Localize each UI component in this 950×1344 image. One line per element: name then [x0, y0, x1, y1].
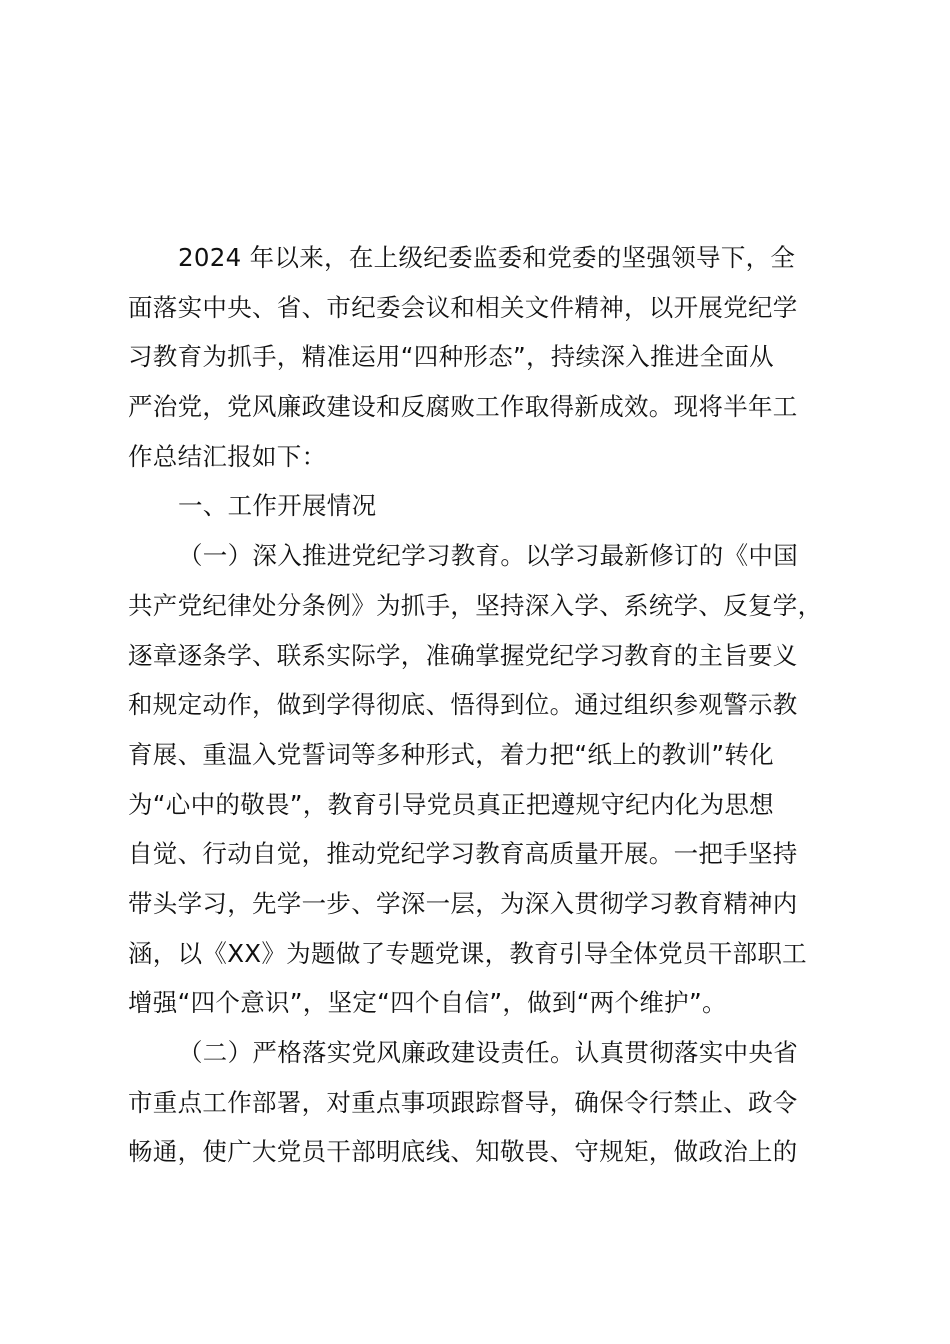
- paragraph-one-line: 涵，以《XX》为题做了专题党课，教育引导全体党员干部职工: [128, 938, 807, 968]
- paragraph-two-line: 市重点工作部署，对重点事项跟踪督导，确保令行禁止、政令: [128, 1087, 798, 1117]
- paragraph-one-line: 增强“四个意识”，坚定“四个自信”，做到“两个维护”。: [128, 988, 727, 1018]
- paragraph-two-line: 畅通，使广大党员干部明底线、知敬畏、守规矩，做政治上的: [128, 1137, 798, 1167]
- section-heading: 一、工作开展情况: [178, 491, 377, 521]
- paragraph-intro-line: 习教育为抓手，精准运用“四种形态”，持续深入推进全面从: [128, 342, 774, 372]
- paragraph-one-line: 育展、重温入党誓词等多种形式，着力把“纸上的教训”转化: [128, 739, 774, 769]
- paragraph-one-line: 自觉、行动自觉，推动党纪学习教育高质量开展。一把手坚持: [128, 839, 798, 869]
- paragraph-one-line: 和规定动作，做到学得彻底、悟得到位。通过组织参观警示教: [128, 690, 798, 720]
- paragraph-one-line: （一）深入推进党纪学习教育。以学习最新修订的《中国: [178, 541, 798, 571]
- paragraph-intro-line: 作总结汇报如下：: [128, 441, 327, 471]
- paragraph-intro-line: 严治党，党风廉政建设和反腐败工作取得新成效。现将半年工: [128, 392, 798, 422]
- paragraph-one-line: 共产党纪律处分条例》为抓手，坚持深入学、系统学、反复学，: [128, 590, 823, 620]
- paragraph-intro-line: 面落实中央、省、市纪委会议和相关文件精神，以开展党纪学: [128, 292, 798, 322]
- document-body: [128, 233, 833, 1177]
- paragraph-intro-line: 2024 年以来，在上级纪委监委和党委的坚强领导下，全: [178, 243, 796, 272]
- paragraph-one-line: 逐章逐条学、联系实际学，准确掌握党纪学习教育的主旨要义: [128, 640, 798, 670]
- paragraph-two-line: （二）严格落实党风廉政建设责任。认真贯彻落实中央省: [178, 1038, 798, 1067]
- paragraph-one-line: 带头学习，先学一步、学深一层，为深入贯彻学习教育精神内: [128, 888, 798, 918]
- paragraph-one-line: 为“心中的敬畏”，教育引导党员真正把遵规守纪内化为思想: [128, 789, 774, 819]
